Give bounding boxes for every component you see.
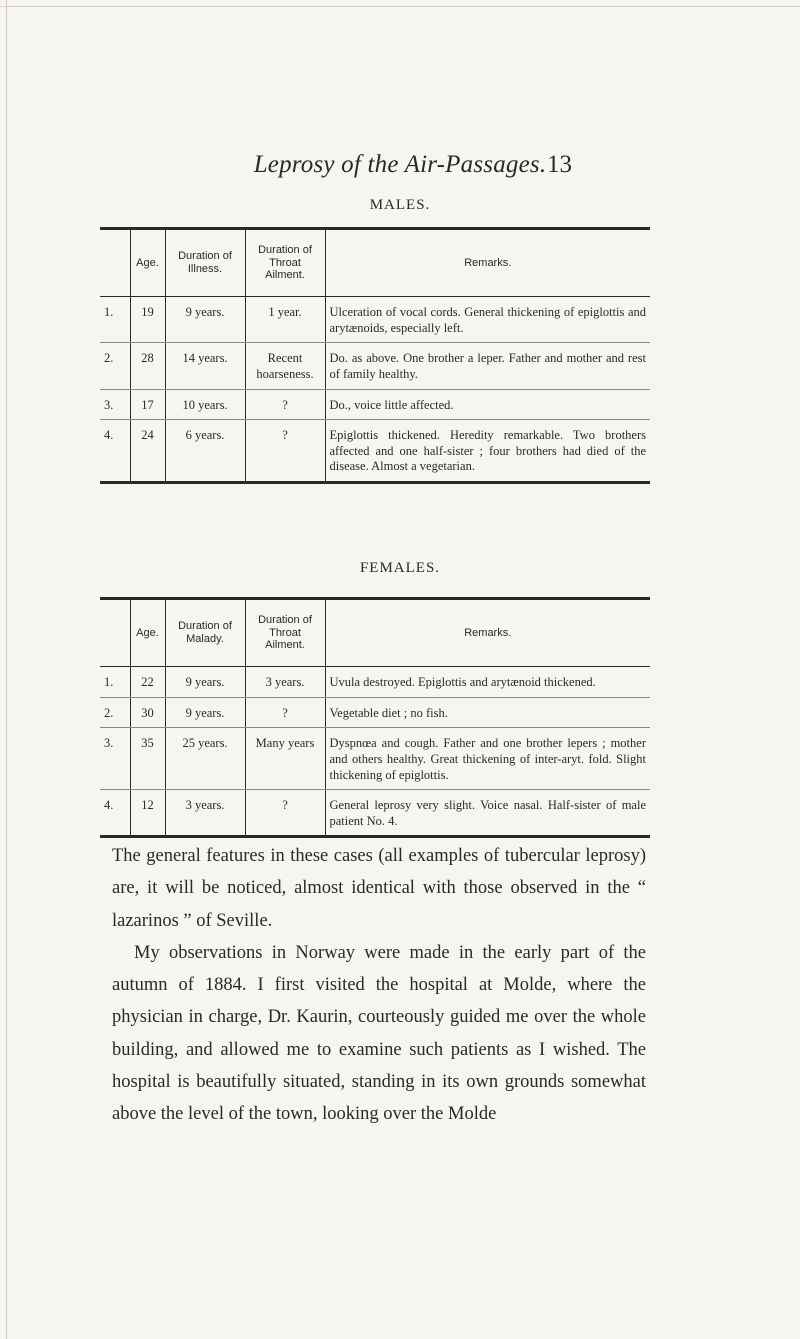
case-number: 2. (100, 697, 130, 728)
column-header-number (100, 229, 130, 297)
case-remarks: Vegetable diet ; no fish. (325, 697, 650, 728)
page-edge-top (0, 6, 800, 7)
column-header-duration-throat: Duration of Throat Ailment. (245, 599, 325, 667)
case-number: 1. (100, 297, 130, 343)
case-duration-malady: 9 years. (165, 697, 245, 728)
case-duration-throat: ? (245, 790, 325, 837)
case-remarks: Dyspnœa and cough. Father and one brother lepers ; mother and others healthy. Great thickening of inter-aryt. fold. Slight thickening of epiglottis. (325, 728, 650, 790)
table-header-row (100, 599, 650, 667)
case-remarks: Ulceration of vocal cords. General thickening of epiglottis and arytænoids, especially left. (325, 297, 650, 343)
case-age: 24 (130, 420, 165, 483)
case-number: 1. (100, 667, 130, 698)
column-header-duration-malady: Duration of Malady. (165, 599, 245, 667)
case-duration-throat: ? (245, 389, 325, 420)
table-row (100, 343, 650, 389)
table-row (100, 297, 650, 343)
body-paragraph: My observations in Norway were made in the early part of the autumn of 1884. I first visited the hospital at Molde, where the physician in charge, Dr. Kaurin, courteously guided me over the whole building, and allowed me to examine such patients as I wished. The hospital is beautifully situated, standing in its own grounds somewhat above the level of the town, looking over the Molde (112, 942, 646, 1125)
case-duration-throat: 3 years. (245, 667, 325, 698)
column-header-duration-throat: Duration of Throat Ailment. (245, 229, 325, 297)
column-header-remarks: Remarks. (325, 599, 650, 667)
case-remarks: Do. as above. One brother a leper. Father and mother and rest of family healthy. (325, 343, 650, 389)
case-duration-throat: Recent hoarseness. (245, 343, 325, 389)
case-number: 4. (100, 790, 130, 837)
table-row (100, 420, 650, 483)
table-row (100, 728, 650, 790)
running-title: Leprosy of the Air-Passages. (253, 151, 547, 178)
case-remarks: General leprosy very slight. Voice nasal. Half-sister of male patient No. 4. (325, 790, 650, 837)
column-header-duration-illness: Duration of Illness. (165, 229, 245, 297)
case-number: 3. (100, 728, 130, 790)
case-duration-illness: 9 years. (165, 297, 245, 343)
females-table (100, 597, 650, 838)
case-number: 2. (100, 343, 130, 389)
case-number: 4. (100, 420, 130, 483)
column-header-age: Age. (130, 599, 165, 667)
males-table (100, 227, 650, 484)
case-remarks: Epiglottis thickened. Heredity remarkable. Two brothers affected and one half-sister ; four brothers had died of the disease. Almost a vegetarian. (325, 420, 650, 483)
case-duration-illness: 6 years. (165, 420, 245, 483)
page-number: 13 (547, 151, 572, 178)
case-duration-malady: 25 years. (165, 728, 245, 790)
males-heading: MALES. (369, 197, 431, 213)
case-age: 30 (130, 697, 165, 728)
females-heading: FEMALES. (359, 560, 441, 576)
case-age: 19 (130, 297, 165, 343)
table-header-row (100, 229, 650, 297)
case-duration-throat: ? (245, 697, 325, 728)
case-age: 22 (130, 667, 165, 698)
case-duration-throat: ? (245, 420, 325, 483)
table-row (100, 389, 650, 420)
case-duration-malady: 9 years. (165, 667, 245, 698)
case-age: 12 (130, 790, 165, 837)
page-header (0, 151, 800, 191)
table-row (100, 667, 650, 698)
case-age: 28 (130, 343, 165, 389)
case-remarks: Do., voice little affected. (325, 389, 650, 420)
case-duration-illness: 10 years. (165, 389, 245, 420)
case-number: 3. (100, 389, 130, 420)
column-header-number (100, 599, 130, 667)
column-header-age: Age. (130, 229, 165, 297)
table-row (100, 790, 650, 837)
body-text (112, 840, 646, 1131)
case-duration-illness: 14 years. (165, 343, 245, 389)
case-duration-throat: Many years (245, 728, 325, 790)
body-paragraph: The general features in these cases (all examples of tubercular leprosy) are, it will be noticed, almost identical with those observed in the “ lazarinos ” of Seville. (112, 846, 646, 931)
case-age: 35 (130, 728, 165, 790)
case-duration-malady: 3 years. (165, 790, 245, 837)
case-age: 17 (130, 389, 165, 420)
case-duration-throat: 1 year. (245, 297, 325, 343)
column-header-remarks: Remarks. (325, 229, 650, 297)
table-row (100, 697, 650, 728)
case-remarks: Uvula destroyed. Epiglottis and arytænoid thickened. (325, 667, 650, 698)
